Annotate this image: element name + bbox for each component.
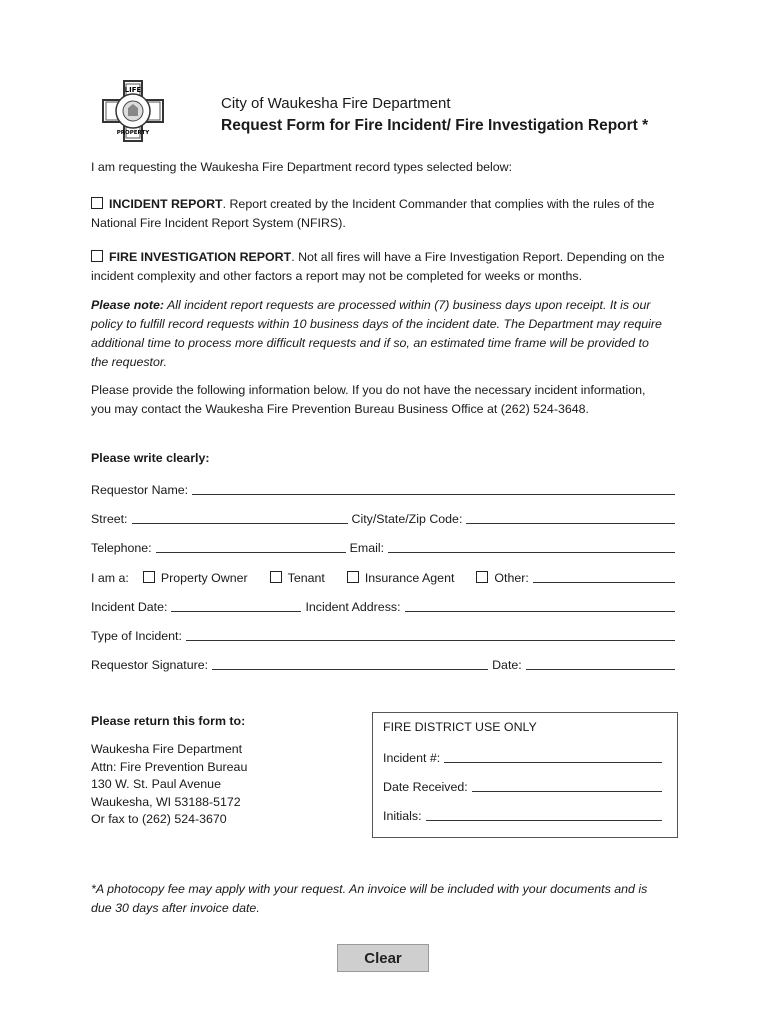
date-received-field[interactable] <box>472 779 662 792</box>
provide-line-2: you may contact the Waukesha Fire Prevention Bureau Business Office at (262) 524-3648. <box>91 402 589 416</box>
fire-investigation-checkbox[interactable] <box>91 250 103 262</box>
date-received-row <box>383 776 666 794</box>
date-field[interactable] <box>526 657 675 670</box>
street-label: Street: <box>91 512 128 526</box>
signature-row <box>91 654 679 672</box>
return-address-line: Waukesha Fire Department <box>91 742 243 756</box>
logo-text-top: LIFE <box>124 86 142 94</box>
other-checkbox[interactable] <box>476 571 488 583</box>
insurance-agent-label: Insurance Agent <box>364 571 455 585</box>
incident-address-field[interactable] <box>405 599 675 612</box>
incident-number-label: Incident #: <box>383 751 441 765</box>
incident-row <box>91 596 679 614</box>
initials-field[interactable] <box>426 808 662 821</box>
fire-investigation-option <box>91 248 691 286</box>
return-address-line: Or fax to (262) 524-3670 <box>91 812 227 826</box>
incident-report-option <box>91 195 691 233</box>
return-address <box>91 741 247 829</box>
write-clearly-heading: Please write clearly: <box>91 451 210 465</box>
clear-button[interactable]: Clear <box>337 944 429 972</box>
logo-text-bottom: PROPERTY <box>116 130 150 136</box>
role-row <box>91 567 679 585</box>
other-field[interactable] <box>533 570 675 583</box>
district-box-title: FIRE DISTRICT USE ONLY <box>383 720 537 734</box>
street-row <box>91 508 679 526</box>
property-owner-label: Property Owner <box>160 571 248 585</box>
provide-line-1: Please provide the following information below. If you do not have the necessary incident information, <box>91 383 646 397</box>
requestor-signature-label: Requestor Signature: <box>91 658 209 672</box>
note-label: Please note: <box>91 298 164 312</box>
provide-info <box>91 381 691 419</box>
telephone-field[interactable] <box>156 540 346 553</box>
return-heading: Please return this form to: <box>91 714 246 728</box>
fire-investigation-label: FIRE INVESTIGATION REPORT <box>109 250 292 264</box>
tenant-label: Tenant <box>287 571 325 585</box>
footnote <box>91 880 691 918</box>
form-title: Request Form for Fire Incident/ Fire Investigation Report * <box>221 117 649 134</box>
fire-district-use-box <box>372 712 678 838</box>
city-state-zip-field[interactable] <box>466 511 675 524</box>
tenant-checkbox[interactable] <box>270 571 282 583</box>
telephone-label: Telephone: <box>91 541 152 555</box>
note-line-3: additional time to process more difficult requests and if so, an estimated time frame will be provided to <box>91 336 649 350</box>
incident-date-label: Incident Date: <box>91 600 168 614</box>
email-field[interactable] <box>388 540 675 553</box>
footnote-line-1: *A photocopy fee may apply with your request. An invoice will be included with your documents and is <box>91 882 648 896</box>
city-state-zip-label: City/State/Zip Code: <box>351 512 463 526</box>
incident-report-text-2: National Fire Incident Report System (NFIRS). <box>91 216 346 230</box>
intro-text: I am requesting the Waukesha Fire Department record types selected below: <box>91 160 513 174</box>
return-address-line: Attn: Fire Prevention Bureau <box>91 759 248 774</box>
return-address-line: Waukesha, WI 53188-5172 <box>91 794 241 809</box>
incident-date-field[interactable] <box>171 599 301 612</box>
initials-row <box>383 805 666 823</box>
fire-investigation-text-1: . Not all fires will have a Fire Investigation Report. Depending on the <box>291 250 665 264</box>
please-note <box>91 296 691 372</box>
organization-name: City of Waukesha Fire Department <box>221 95 451 112</box>
incident-report-text-1: . Report created by the Incident Commander that complies with the rules of the <box>222 197 655 211</box>
fire-investigation-text-2: incident complexity and other factors a report may not be completed for weeks or months. <box>91 269 583 283</box>
fire-department-logo <box>100 78 166 144</box>
footnote-line-2: due 30 days after invoice date. <box>91 901 260 915</box>
return-address-line: 130 W. St. Paul Avenue <box>91 777 221 791</box>
requestor-name-field[interactable] <box>192 482 675 495</box>
date-label: Date: <box>492 658 522 672</box>
incident-report-label: INCIDENT REPORT <box>109 197 223 211</box>
insurance-agent-checkbox[interactable] <box>347 571 359 583</box>
date-received-label: Date Received: <box>383 780 468 794</box>
telephone-row <box>91 537 679 555</box>
note-line-4: the requestor. <box>91 355 167 369</box>
i-am-a-label: I am a: <box>91 571 129 585</box>
requestor-signature-field[interactable] <box>212 657 488 670</box>
incident-number-row <box>383 747 666 765</box>
incident-number-field[interactable] <box>444 750 662 763</box>
other-label: Other: <box>494 571 529 585</box>
property-owner-checkbox[interactable] <box>143 571 155 583</box>
type-of-incident-label: Type of Incident: <box>91 629 182 643</box>
requestor-name-label: Requestor Name: <box>91 483 189 497</box>
note-line-2: policy to fulfill record requests within 10 business days of the incident date. The Department may require <box>91 317 662 331</box>
incident-report-checkbox[interactable] <box>91 197 103 209</box>
type-of-incident-field[interactable] <box>186 628 675 641</box>
street-field[interactable] <box>132 511 348 524</box>
incident-address-label: Incident Address: <box>305 600 401 614</box>
note-line-1: All incident report requests are processed within (7) business days upon receipt. It is our <box>164 298 651 312</box>
requestor-name-row <box>91 479 679 497</box>
initials-label: Initials: <box>383 809 422 823</box>
type-of-incident-row <box>91 625 679 643</box>
email-label: Email: <box>349 541 385 555</box>
